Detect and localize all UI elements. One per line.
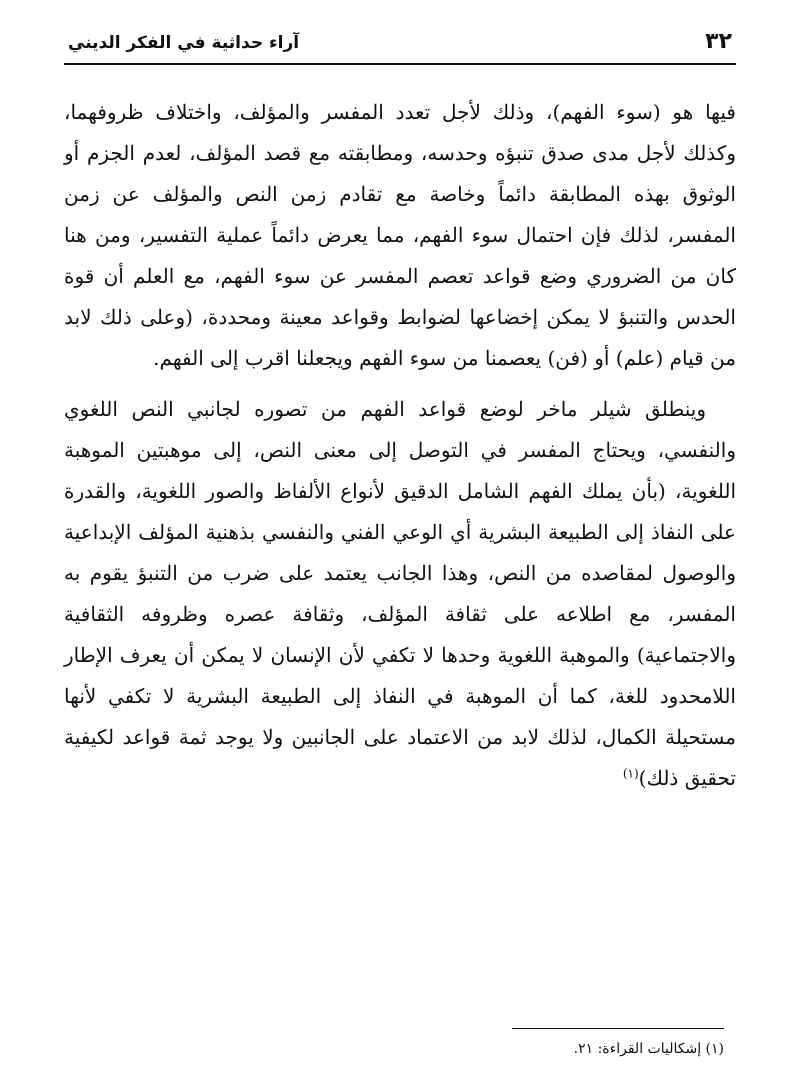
paragraph-2 <box>64 389 736 799</box>
paragraph-2-text: وينطلق شيلر ماخر لوضع قواعد الفهم من تصوره لجانبي النص اللغوي والنفسي، ويحتاج المفسر في التوصل إلى معنى النص، إلى موهبتين الموهبة اللغوية، (بأن يملك الفهم الشامل الدقيق لأنواع الألفاظ والصور اللغوية، والقدرة على النفاذ إلى الطبيعة البشرية أي الوعي الفني والنفسي بذهنية المؤلف الإبداعية والوصول لمقاصده من النص، وهذا الجانب يعتمد على ضرب من التنبؤ يقوم به المفسر، مع اطلاعه على ثقافة المؤلف، وثقافة عصره وظروفه الثقافية والاجتماعية) والموهبة اللغوية وحدها لا تكفي لأن الإنسان لا يمكن أن يعرف الإطار اللامحدود للغة، كما أن الموهبة في النفاذ إلى الطبيعة البشرية لا تكفي لأنها مستحيلة الكمال، لذلك لابد من الاعتماد على الجانبين ولا يوجد ثمة قواعد لكيفية تحقيق ذلك) <box>64 397 737 790</box>
body-text <box>64 92 736 799</box>
footnote-divider <box>512 1028 724 1029</box>
paragraph-1 <box>64 92 736 379</box>
running-header <box>64 26 736 62</box>
paragraph-1-text: فيها هو (سوء الفهم)، وذلك لأجل تعدد المفسر والمؤلف، واختلاف ظروفهما، وكذلك لأجل مدى صدق تنبؤه وحدسه، ومطابقته مع قصد المؤلف، لعدم الجزم أو الوثوق بهذه المطابقة دائماً وخاصة مع تقادم زمن النص والمؤلف عن زمن المفسر، لذلك فإن احتمال سوء الفهم، مما يعرض دائماً عملية التفسير، ومن هنا كان من الضروري وضع قواعد تعصم المفسر عن سوء الفهم، مع العلم أن قوة الحدس والتنبؤ لا يمكن إخضاعها لضوابط وقواعد معينة ومحددة، (وعلى ذلك لابد من قيام (علم) أو (فن) يعصمنا من سوء الفهم ويجعلنا اقرب إلى الفهم. <box>64 100 736 370</box>
footnote: (١) إشكاليات القراءة: ٢١. <box>573 1041 724 1057</box>
page-number: ٣٢ <box>705 29 732 54</box>
footnote-reference: (١) <box>622 766 639 781</box>
header-divider <box>64 63 736 65</box>
book-title: آراء حداثية في الفكر الديني <box>68 33 300 53</box>
